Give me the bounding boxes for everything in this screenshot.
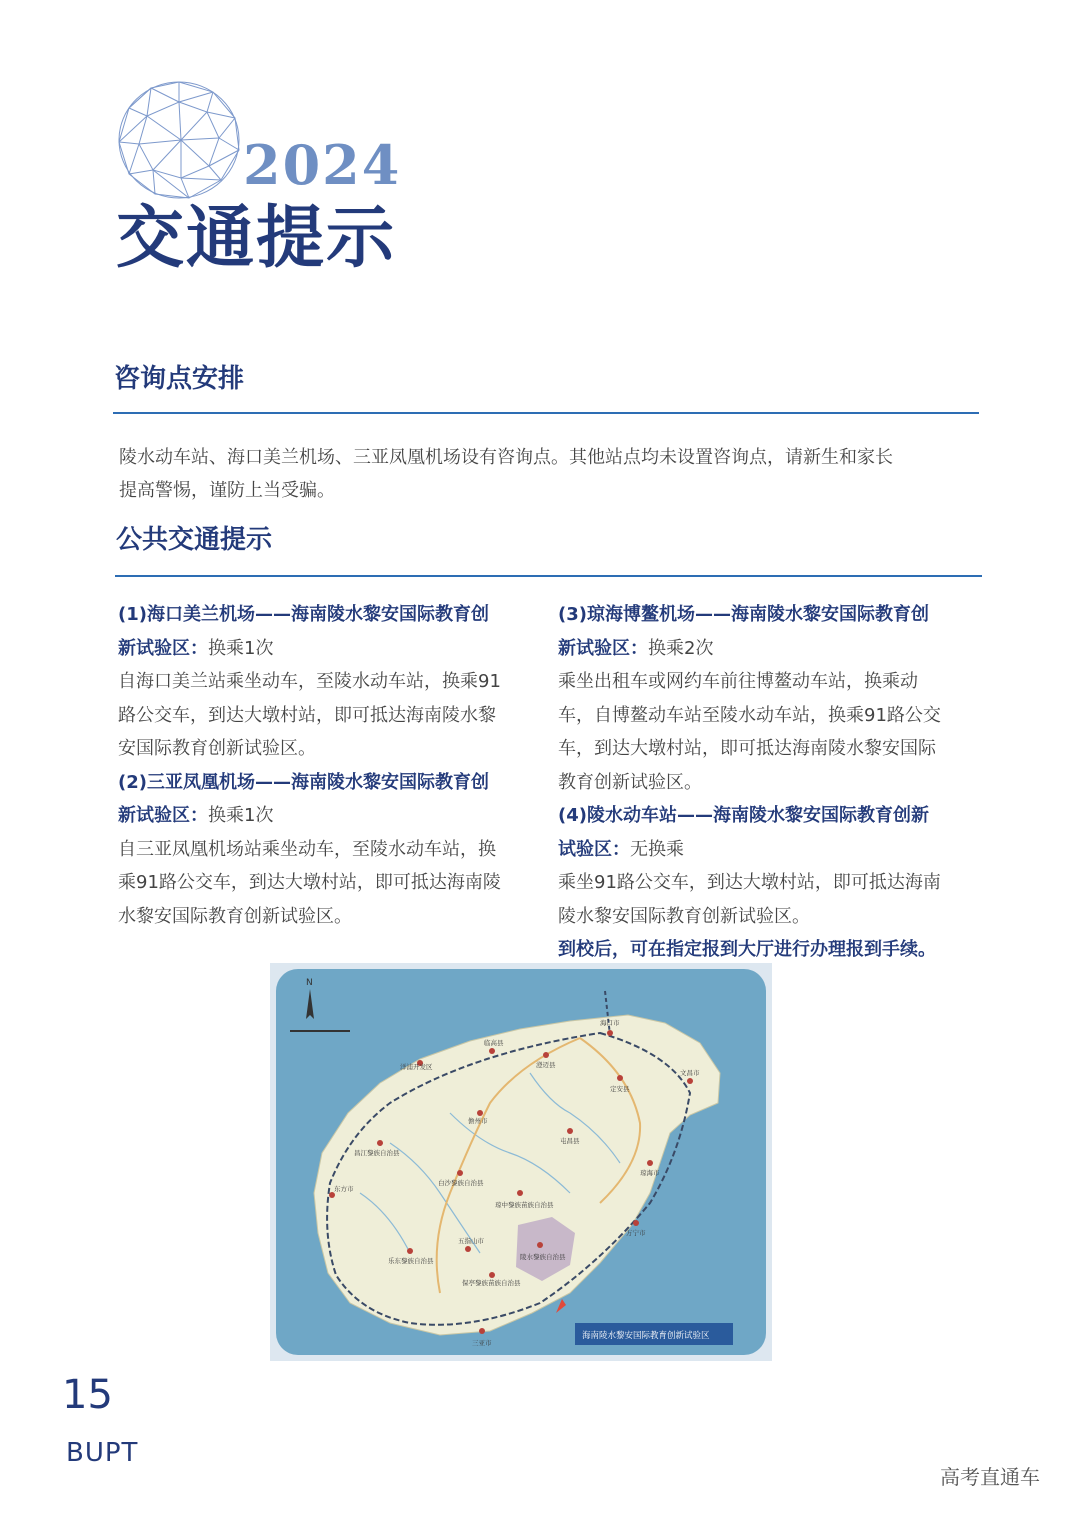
place-wenchang: 文昌市 [680, 1069, 700, 1077]
route-title: 新试验区：换乘1次 [118, 805, 274, 826]
route-4 [558, 799, 983, 933]
route-body: 乘坐91路公交车，到达大墩村站，即可抵达海南 [558, 872, 941, 893]
year-label: 2024 [243, 133, 402, 197]
route-title: (4)陵水动车站——海南陵水黎安国际教育创新 [558, 805, 929, 826]
consult-line: 陵水动车站、海口美兰机场、三亚凤凰机场设有咨询点。其他站点均未设置咨询点，请新生和家长 [119, 447, 893, 468]
hainan-map [270, 963, 772, 1361]
north-label: N [306, 978, 313, 988]
place-baoting: 保亭黎族苗族自治县 [462, 1279, 521, 1287]
place-yangpu: 洋浦开发区 [400, 1063, 433, 1071]
consult-paragraph [119, 441, 989, 507]
route-1 [118, 598, 543, 766]
section-divider [113, 412, 979, 414]
place-tunchang: 屯昌县 [560, 1137, 580, 1145]
place-qiongzhong: 琼中黎族苗族自治县 [495, 1201, 554, 1209]
route-body: 自三亚凤凰机场站乘坐动车，至陵水动车站，换 [118, 838, 496, 860]
brand-logo: BUPT [66, 1438, 139, 1468]
place-sanya: 三亚市 [472, 1339, 492, 1347]
route-body: 安国际教育创新试验区。 [118, 738, 316, 759]
place-dongfang: 东方市 [334, 1185, 354, 1193]
check-in-note: 到校后，可在指定报到大厅进行办理报到手续。 [558, 939, 936, 960]
callout-label: 海南陵水黎安国际教育创新试验区 [582, 1331, 710, 1341]
route-column-right [558, 598, 983, 967]
place-chengmai: 澄迈县 [536, 1061, 556, 1069]
geodesic-sphere-icon [115, 78, 245, 203]
section-divider [115, 575, 982, 577]
route-title: 新试验区：换乘1次 [118, 637, 274, 659]
transfer-count: 换乘2次 [648, 637, 714, 659]
route-title: (1)海口美兰机场——海南陵水黎安国际教育创 [118, 604, 489, 625]
place-qionghai: 琼海市 [640, 1169, 660, 1177]
place-lingao: 临高县 [484, 1039, 504, 1047]
page-title: 交通提示 [116, 199, 397, 278]
watermark: 高考直通车 [940, 1465, 1040, 1489]
route-body: 路公交车，到达大墩村站，即可抵达海南陵水黎 [118, 704, 496, 726]
route-title: (3)琼海博鳌机场——海南陵水黎安国际教育创 [558, 604, 929, 625]
route-title: 试验区：无换乘 [558, 838, 684, 860]
route-body: 乘坐出租车或网约车前往博鳌动车站，换乘动 [558, 671, 918, 692]
page-number: 15 [62, 1372, 113, 1418]
route-column-left [118, 598, 543, 933]
route-body: 车，自博鳌动车站至陵水动车站，换乘91路公交 [558, 704, 941, 726]
transfer-count: 换乘1次 [208, 805, 274, 826]
route-3 [558, 598, 983, 799]
place-dingan: 定安县 [610, 1085, 630, 1093]
transfer-count: 换乘1次 [208, 637, 274, 659]
route-title: (2)三亚凤凰机场——海南陵水黎安国际教育创 [118, 771, 489, 793]
place-baisha: 白沙黎族自治县 [438, 1179, 484, 1187]
section-title-transport: 公共交通提示 [116, 525, 273, 555]
place-lingshui: 陵水黎族自治县 [520, 1253, 566, 1261]
route-2 [118, 766, 543, 934]
place-ledong: 乐东黎族自治县 [388, 1257, 434, 1265]
route-body: 车，到达大墩村站，即可抵达海南陵水黎安国际 [558, 738, 936, 759]
route-body: 教育创新试验区。 [558, 771, 702, 793]
place-wanning: 万宁市 [626, 1229, 646, 1237]
route-body: 乘91路公交车，到达大墩村站，即可抵达海南陵 [118, 872, 501, 893]
map-canvas [270, 963, 772, 1361]
place-haikou: 海口市 [600, 1019, 620, 1027]
route-body: 水黎安国际教育创新试验区。 [118, 905, 352, 927]
place-changjiang: 昌江黎族自治县 [354, 1149, 400, 1157]
place-danzhou: 儋州市 [468, 1117, 488, 1125]
consult-line: 提高警惕，谨防上当受骗。 [119, 480, 335, 501]
route-body: 自海口美兰站乘坐动车，至陵水动车站，换乘91 [118, 671, 501, 692]
route-body: 陵水黎安国际教育创新试验区。 [558, 905, 810, 927]
section-title-consult: 咨询点安排 [114, 364, 245, 394]
transfer-count: 无换乘 [630, 838, 684, 860]
place-wuzhishan: 五指山市 [458, 1237, 484, 1245]
route-title: 新试验区：换乘2次 [558, 637, 714, 659]
